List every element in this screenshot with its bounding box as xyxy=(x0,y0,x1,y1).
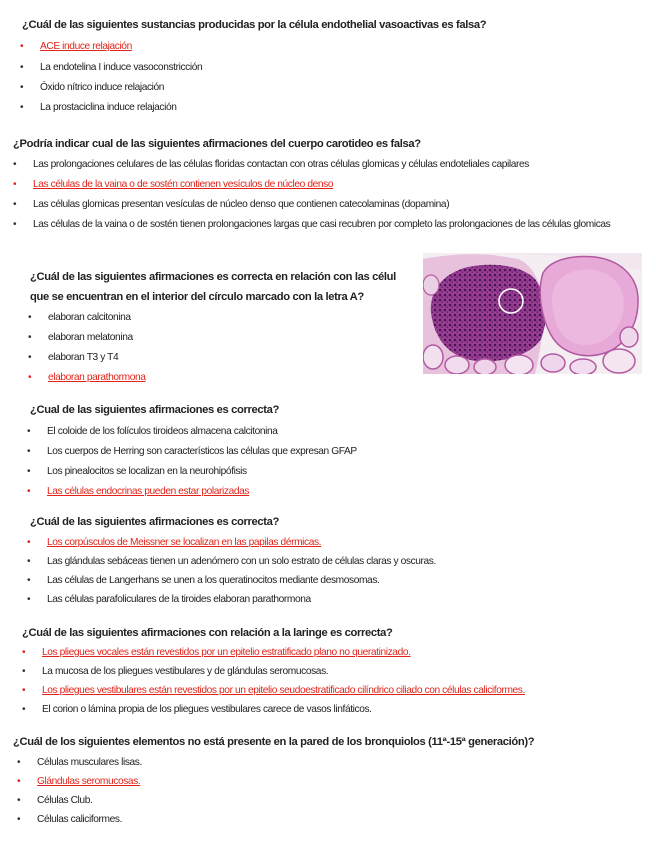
q3-option-4: • elaboran parathormona xyxy=(48,372,146,383)
q5-option-4: • Las células parafoliculares de la tiroides elaboran parathormona xyxy=(47,594,311,605)
q5-option-3: • Las células de Langerhans se unen a los queratinocitos mediante desmosomas. xyxy=(47,575,379,586)
question-4: ¿Cual de las siguientes afirmaciones es correcta? xyxy=(30,404,279,416)
question-1: ¿Cuál de las siguientes sustancias producidas por la célula endothelial vasoactivas es falsa? xyxy=(22,19,487,31)
q7-option-3: • Células Club. xyxy=(37,795,92,806)
q6-option-2: • La mucosa de los pliegues vestibulares y de glándulas seromucosas. xyxy=(42,666,328,677)
q2-option-4: • Las células de la vaina o de sostén tienen prolongaciones largas que casi recubren por completo las prolongaciones de las células glomicas xyxy=(33,215,643,235)
q4-option-2: • Los cuerpos de Herring son característicos las células que expresan GFAP xyxy=(47,446,357,457)
question-6: ¿Cuál de las siguientes afirmaciones con relación a la laringe es correcta? xyxy=(22,627,393,639)
histology-micrograph xyxy=(423,253,642,374)
q7-option-4: • Células caliciformes. xyxy=(37,814,122,825)
q7-option-2: • Glándulas seromucosas. xyxy=(37,776,140,787)
q3-option-1: • elaboran calcitonina xyxy=(48,312,131,323)
question-5: ¿Cuál de las siguientes afirmaciones es correcta? xyxy=(30,516,279,528)
q5-option-2: • Las glándulas sebáceas tienen un adenómero con un solo estrato de células claras y oscuras. xyxy=(47,556,436,567)
question-7: ¿Cuál de los siguientes elementos no está presente en la pared de los bronquiolos (11ª-15ª generación)? xyxy=(13,736,535,748)
q6-option-3: • Los pliegues vestibulares están revestidos por un epitelio seudoestratificado cilíndrico ciliado con células caliciformes. xyxy=(42,685,525,696)
q2-option-1: • Las prolongaciones celulares de las células floridas contactan con otras células glomicas y células endoteliales capilares xyxy=(33,159,529,170)
q2-option-2: • Las células de la vaina o de sostén contienen vesículos de núcleo denso xyxy=(33,179,333,190)
q4-option-1: • El coloide de los folículos tiroideos almacena calcitonina xyxy=(47,426,278,437)
q7-option-1: • Células musculares lisas. xyxy=(37,757,142,768)
q3-option-3: • elaboran T3 y T4 xyxy=(48,352,118,363)
q1-option-1: • ACE induce relajación xyxy=(40,41,132,52)
question-2: ¿Podría indicar cual de las siguientes afirmaciones del cuerpo carotideo es falsa? xyxy=(13,138,421,150)
q1-option-3: • Óxido nítrico induce relajación xyxy=(40,82,164,93)
q1-option-4: • La prostaciclina induce relajación xyxy=(40,102,176,113)
question-3-line-1: ¿Cuál de las siguientes afirmaciones es correcta en relación con las célul xyxy=(30,271,396,283)
q6-option-4: • El corion o lámina propia de los pliegues vestibulares carece de vasos linfáticos. xyxy=(42,704,372,715)
q5-option-1: • Los corpúsculos de Meissner se localizan en las papilas dérmicas. xyxy=(47,537,321,548)
q4-option-3: • Los pinealocitos se localizan en la neurohipófisis xyxy=(47,466,247,477)
q2-option-3: • Las células glomicas presentan vesículas de núcleo denso que contienen catecolaminas (dopamina) xyxy=(33,199,449,210)
question-3-line-2: que se encuentran en el interior del círculo marcado con la letra A? xyxy=(30,291,364,303)
q3-option-2: • elaboran melatonina xyxy=(48,332,133,343)
q4-option-4: • Las células endocrinas pueden estar polarizadas xyxy=(47,486,249,497)
q6-option-1: • Los pliegues vocales están revestidos por un epitelio estratificado plano no queratinizado. xyxy=(42,647,411,658)
q1-option-2: • La endotelina I induce vasoconstricción xyxy=(40,62,202,73)
